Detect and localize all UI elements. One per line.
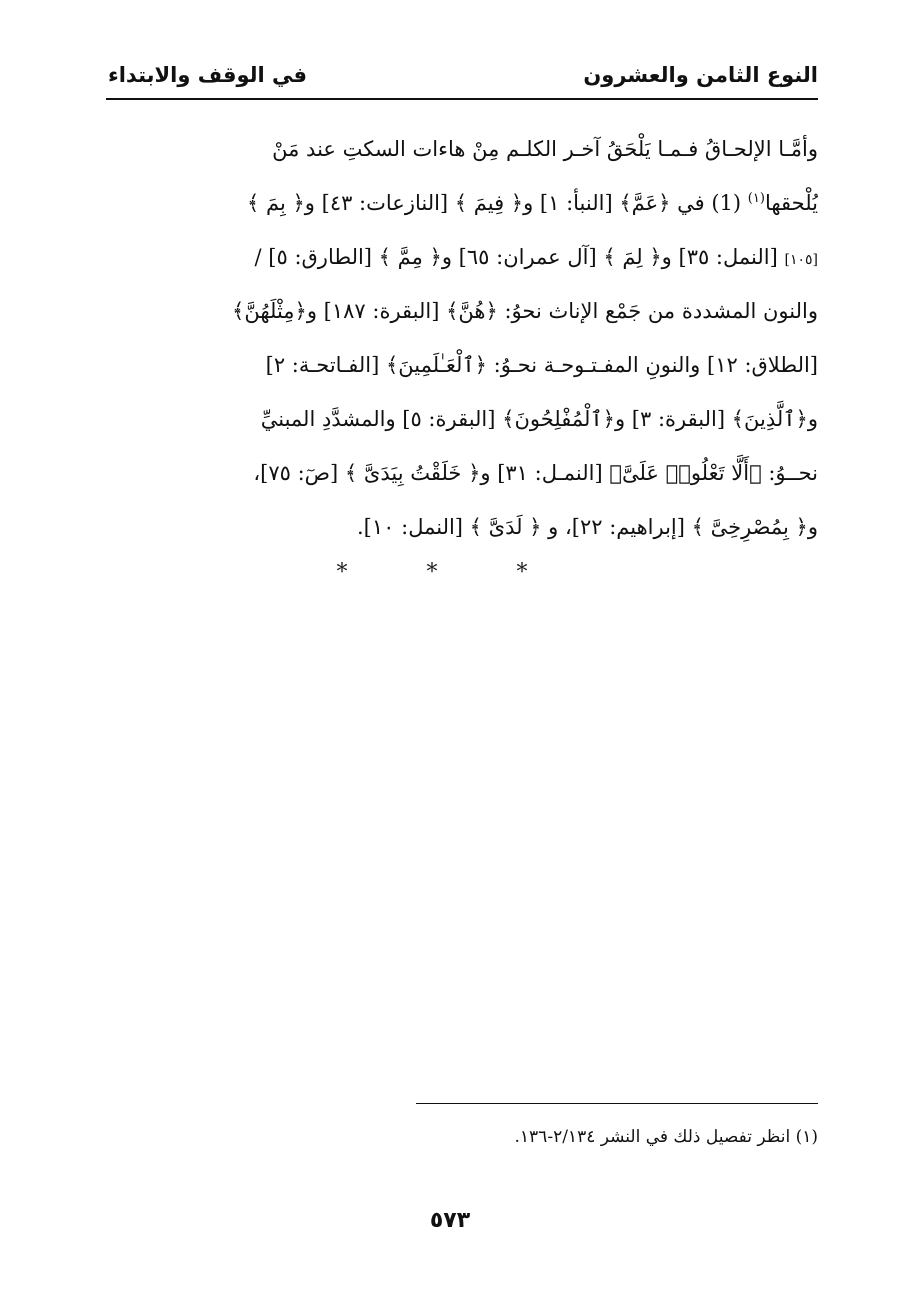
text-line: [الطلاق: ١٢] والنونِ المفـتـوحـة نحـوُ: ﴿ٱلْعَـٰلَمِينَ﴾ [الفـاتحـة: ٢] [265,353,818,377]
line-rest: (1) في ﴿عَمَّ﴾ [النبأ: ١] و﴿ فِيمَ ﴾ [النازعات: ٤٣] و﴿ بِمَ ﴾ [247,191,742,215]
line-lead: يُلْحقها [764,191,818,215]
text-line [108,230,818,284]
line-rest: [النمل: ٣٥] و﴿ لِمَ ﴾ [آل عمران: ٦٥] و﴿ مِمَّ ﴾ [الطارق: ٥] / [254,245,778,269]
footnote-marker: (١) [747,191,765,206]
text-line: نحــوُ: ﴿أَلَّا تَعْلُوا۟ عَلَىَّ﴾ [النمـل: ٣١] و﴿ خَلَقْتُ بِيَدَىَّ ﴾ [صٓ: ٧٥]، [253,461,818,485]
section-separator: * * * [336,560,564,585]
body-text [108,122,818,554]
text-line: والنون المشددة من جَمْع الإناث نحوُ: ﴿هُنَّ﴾ [البقرة: ١٨٧] و﴿مِثْلَهُنَّ﴾ [232,299,818,323]
header-rule [106,98,818,100]
text-line: و﴿ٱلَّذِينَ﴾ [البقرة: ٣] و﴿ٱلْمُفْلِحُونَ﴾ [البقرة: ٥] والمشدَّدِ المبنيِّ [260,407,818,431]
text-line: وأمَّـا الإلحـاقُ فـمـا يَلْحَقُ آخـر الكلـم مِنْ هاءات السكتِ عند مَنْ [272,137,818,161]
margin-note: [١٠٥] [784,252,818,268]
text-line: و﴿ بِمُصْرِخِىَّ ﴾ [إبراهيم: ٢٢]، و ﴿ لَدَىَّ ﴾ [النمل: ١٠]. [357,515,818,539]
text-line [108,176,818,230]
section-title: في الوقف والابتداء [108,63,308,87]
running-head [108,55,818,95]
chapter-title: النوع الثامن والعشرون [583,63,818,87]
footnote-rule [416,1103,818,1104]
page-number: ٥٧٣ [429,1208,471,1233]
footnote: (١) انظر تفصيل ذلك في النشر ٢/١٣٤-١٣٦. [514,1127,818,1147]
